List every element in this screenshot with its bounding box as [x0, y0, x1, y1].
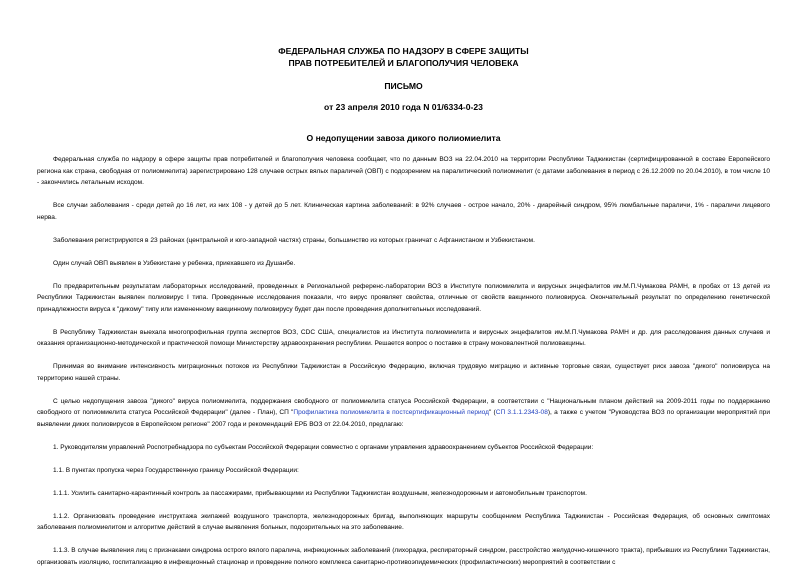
paragraph-migration-risk: Принимая во внимание интенсивность миграционных потоков из Республики Таджикистан в Российскую Федерацию, включая трудовую миграцию и активные торговые связи, существует риск завоза "дикого" полиовируса на территорию нашей страны.: [37, 363, 770, 382]
paragraph-item-1-1-3: 1.1.3. В случае выявления лиц с признаками синдрома острого вялого паралича, инфекционных заболеваний (лихорадка, респираторный синдром, расстройство желудочно-кишечного тракта), прибывших из Республики Таджикистан, организовать изоляцию, госпитализацию в инфекционный стационар и проведение полного комплекса санитарно-противоэпидемических (профилактических) мероприятий в соответствии с: [37, 547, 770, 566]
purpose-text-part-1: С целью недопущения завоза "дикого" вируса полиомиелита, поддержания свободного от полиомиелита статуса Российской Федерации, в соответствии с "Национальным планом действий на 2009-2011 годы по поддержанию свободного от полиомиелита статуса Российской Федерации" (далее - План), СП ": [37, 397, 770, 416]
sp-3-1-1-2343-08-link[interactable]: СП 3.1.1.2343-08: [495, 409, 548, 416]
document-type: ПИСЬМО: [384, 81, 423, 91]
paragraph-item-1-1-1: 1.1.1. Усилить санитарно-карантинный контроль за пассажирами, прибывающими из Республики Таджикистан воздушным, железнодорожным и автомобильным транспортом.: [53, 489, 587, 497]
purpose-text-part-3: ), а также с учетом "Руководства ВОЗ по организации мероприятий при выявлении диких полиовирусов в Европейском регионе" 2007 года и рекомендаций ЕРБ ВОЗ от 22.04.2010, предлагаю:: [37, 409, 770, 428]
document-subject: О недопущении завоза дикого полиомиелита: [306, 133, 501, 143]
paragraph-regions: Заболевания регистрируются в 23 районах (центральной и юго-западной частях) страны, большинство из которых граничат с Афганистаном и Узбекистаном.: [53, 236, 535, 244]
document-date-number: от 23 апреля 2010 года N 01/6334-0-23: [324, 102, 483, 112]
paragraph-clinical-picture: Все случаи заболевания - среди детей до 16 лет, из них 108 - у детей до 5 лет. Клиническая картина заболеваний: в 92% случаев - острое начало, 20% - диарейный синдром, 95% люмбальные параличи, 1% - параличи лицевого нерва.: [37, 202, 770, 221]
paragraph-item-1-1-2: 1.1.2. Организовать проведение инструктажа экипажей воздушного транспорта, железнодорожных бригад, выполняющих маршруты сообщением Республика Таджикистан - Российская Федерация, об основных симптомах заболевания полиомиелитом и алгоритме действий в случае выявления больных, подозрительных на это заболевание.: [37, 512, 770, 531]
purpose-text-part-2: " (: [488, 409, 496, 416]
paragraph-situation: Федеральная служба по надзору в сфере защиты прав потребителей и благополучия человека сообщает, что по данным ВОЗ на 22.04.2010 на территории Республики Таджикистан (сертифицированной в составе Европейского региона как страна, свободная от полиомиелита) зарегистрировано 128 случаев острых вялых параличей (ОВП) с подозрением на паралитический полиомиелит (с датами заболевания в период с 26.12.2009 по 20.04.2010), в том числе 10 - закончились летальным исходом.: [37, 156, 770, 186]
document-body: [37, 154, 770, 580]
paragraph-uzbekistan-case: Один случай ОВП выявлен в Узбекистане у ребенка, приехавшего из Душанбе.: [53, 259, 296, 267]
paragraph-item-1-1: 1.1. В пунктах пропуска через Государственную границу Российской Федерации:: [53, 466, 299, 474]
paragraph-experts: В Республику Таджикистан выехала многопрофильная группа экспертов ВОЗ, CDC США, специалистов из Института полиомиелита и вирусных энцефалитов им.М.П.Чумакова РАМН и др. для расследования данных случаев и оказания организационно-методической и практической помощи Министерству здравоохранения республики. Решается вопрос о поставке в страну моновалентной полиовакцины.: [37, 328, 770, 347]
paragraph-lab-results: По предварительным результатам лабораторных исследований, проведенных в Региональной референс-лаборатории ВОЗ в Институте полиомиелита и вирусных энцефалитов им.М.П.Чумакова РАМН, в пробах от 13 детей из Республики Таджикистан выявлен полиовирус I типа. Проведенные исследования показали, что вирус проявляет свойства, отличные от свойств вакцинного полиовируса. Окончательный результат по определению генетической принадлежности вируса к "дикому" типу или измененному вакцинному полиовирусу будет дан после проведения дополнительных исследований.: [37, 282, 770, 313]
sp-polio-prevention-link[interactable]: Профилактика полиомиелита в постсертификационный период: [293, 409, 489, 416]
paragraph-item-1: 1. Руководителям управлений Роспотребнадзора по субъектам Российской Федерации совместно с органами управления здравоохранением субъектов Российской Федерации:: [53, 443, 594, 451]
agency-title-line-1: ФЕДЕРАЛЬНАЯ СЛУЖБА ПО НАДЗОРУ В СФЕРЕ ЗАЩИТЫ: [278, 46, 529, 56]
agency-title-line-2: ПРАВ ПОТРЕБИТЕЛЕЙ И БЛАГОПОЛУЧИЯ ЧЕЛОВЕКА: [288, 58, 519, 68]
paragraph-purpose: [37, 396, 770, 431]
